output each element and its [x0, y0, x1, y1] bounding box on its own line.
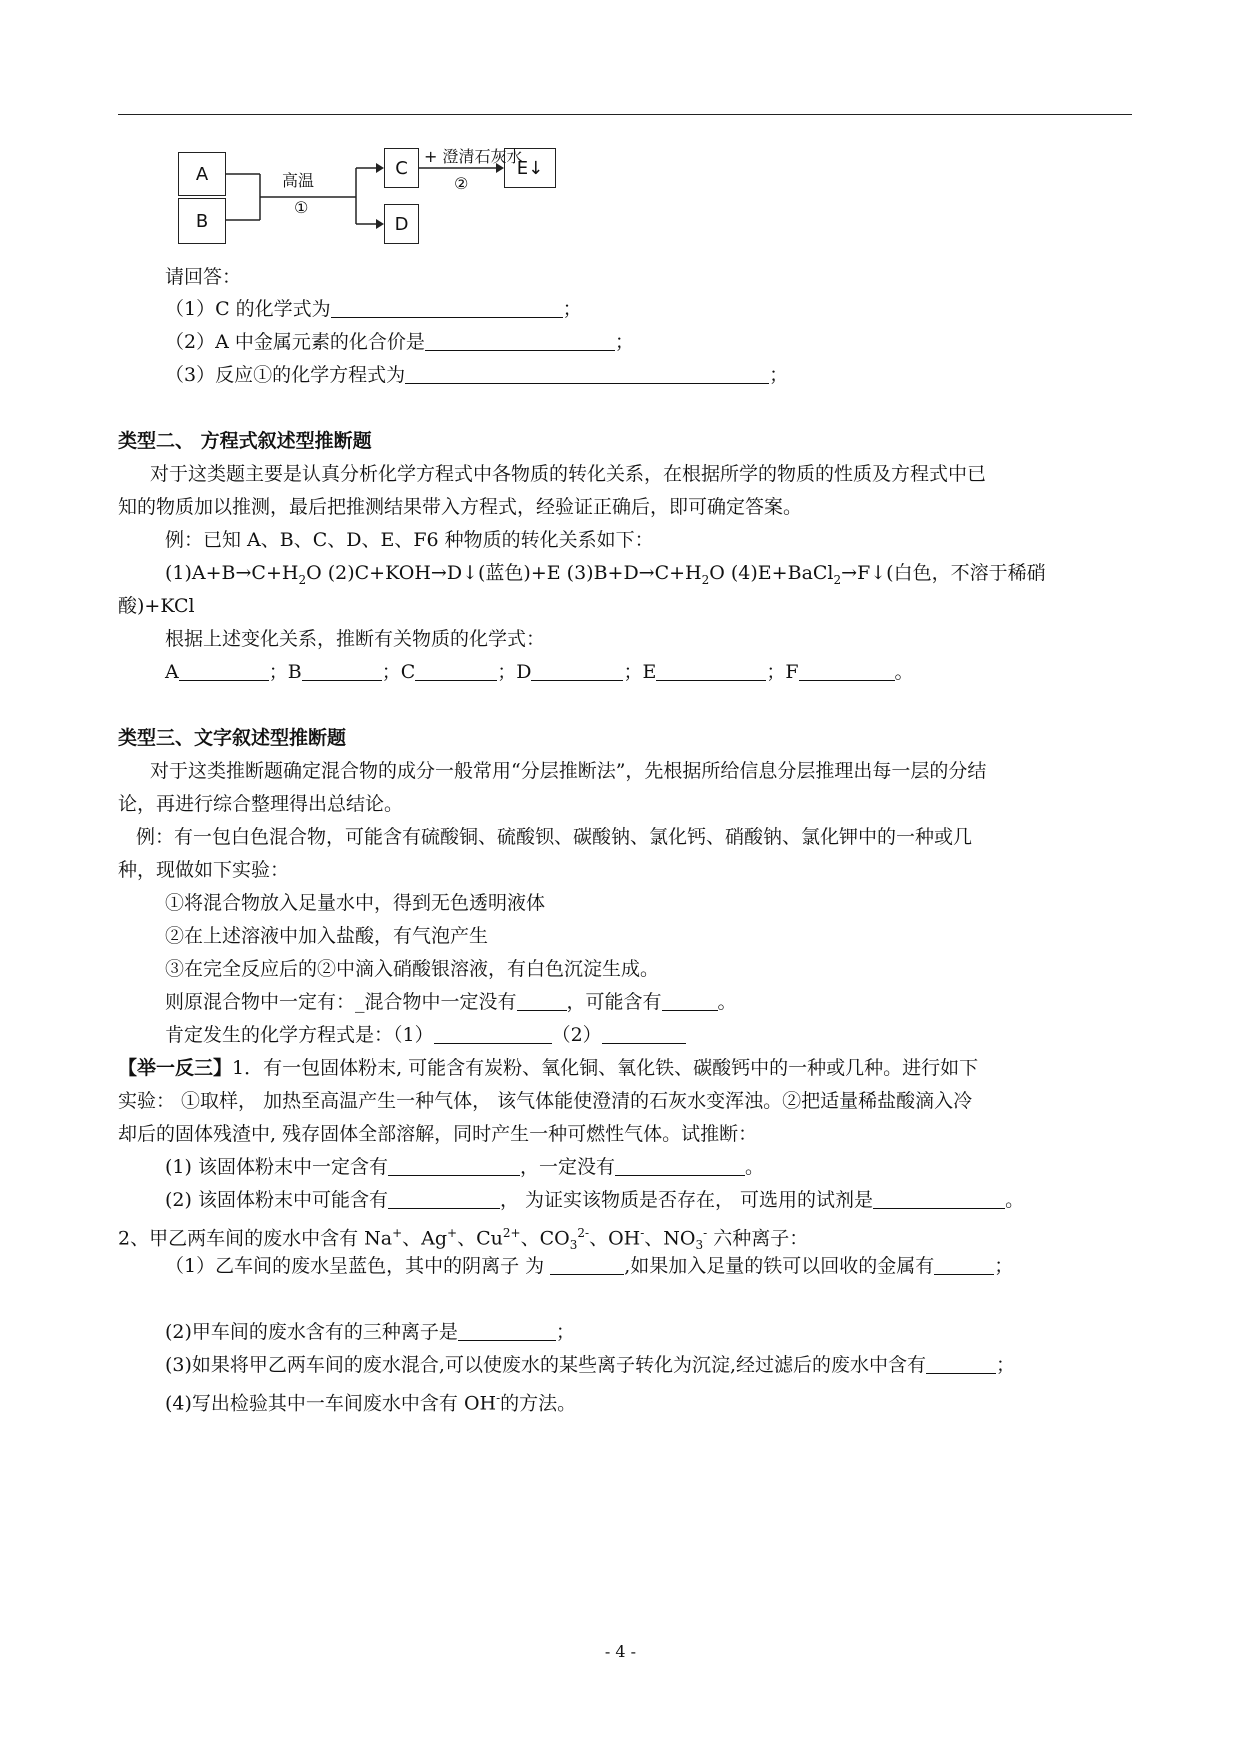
- answer-blank[interactable]: [388, 1189, 500, 1209]
- type2-example: 例：已知 A、B、C、D、E、F6 种物质的转化关系如下：: [165, 529, 654, 551]
- type2-para-2: 知的物质加以推测，最后把推测结果带入方程式，经验证正确后，即可确定答案。: [118, 496, 803, 518]
- answer-blank[interactable]: [425, 331, 615, 351]
- type2-equations-cont: 酸)+KCl: [118, 595, 195, 617]
- condition-limewater: + 澄清石灰水: [424, 147, 523, 166]
- practice-sub-2: (2)甲车间的废水含有的三种离子是 ；: [165, 1321, 575, 1343]
- type3-example-2: 种，现做如下实验：: [118, 859, 290, 881]
- type3-example-1: 例：有一包白色混合物，可能含有硫酸铜、硫酸钡、碳酸钠、氯化钙、硝酸钠、氯化钾中的一种或几: [136, 826, 973, 848]
- type3-para-2: 论，再进行综合整理得出总结论。: [118, 793, 404, 815]
- practice-line-2: 实验： ①取样， 加热至高温产生一种气体， 该气体能使澄清的石灰水变浑浊。②把适量稀盐酸滴入冷: [118, 1090, 973, 1112]
- practice-q1: (1) 该固体粉末中一定含有 ，一定没有 。: [165, 1156, 764, 1178]
- practice-sub-1: （1）乙车间的废水呈蓝色，其中的阴离子 为 ,如果加入足量的铁可以回收的金属有 ；: [165, 1255, 1014, 1277]
- answer-blank[interactable]: [662, 991, 718, 1011]
- q1-item3: （3）反应①的化学方程式为 ；: [165, 364, 789, 386]
- answer-blank[interactable]: [302, 661, 382, 681]
- type2-para-1: 对于这类题主要是认真分析化学方程式中各物质的转化关系，在根据所学的物质的性质及方程式中已: [150, 463, 987, 485]
- type3-step-2: ②在上述溶液中加入盐酸，有气泡产生: [165, 925, 489, 947]
- answer-blank[interactable]: [531, 661, 623, 681]
- reaction-diagram: [170, 138, 630, 253]
- box-c: C: [384, 148, 419, 188]
- answer-blank[interactable]: [799, 661, 895, 681]
- type2-answer-row: A ；B ；C ；D ；E ；F 。: [165, 661, 914, 683]
- type3-para-1: 对于这类推断题确定混合物的成分一般常用“分层推断法”，先根据所给信息分层推理出每一层的分结: [150, 760, 987, 782]
- type3-step-1: ①将混合物放入足量水中，得到无色透明液体: [165, 892, 546, 914]
- page-number: - 4 -: [604, 1642, 637, 1661]
- practice-sub-3: (3)如果将甲乙两车间的废水混合,可以使废水的某些离子转化为沉淀,经过滤后的废水中含有 ；: [165, 1354, 1016, 1376]
- answer-blank[interactable]: [458, 1321, 556, 1341]
- answer-blank[interactable]: [179, 661, 269, 681]
- type3-heading: 类型三、文字叙述型推断题: [118, 727, 347, 749]
- box-d: D: [384, 204, 419, 244]
- box-e: E↓: [504, 148, 556, 188]
- answer-blank[interactable]: [550, 1255, 624, 1275]
- type3-conclusion: 则原混合物中一定有：_混合物中一定没有 ，可能含有 。: [165, 991, 737, 1013]
- answer-blank[interactable]: [934, 1255, 994, 1275]
- q1-item2: （2）A 中金属元素的化合价是 ；: [165, 331, 634, 353]
- answer-blank[interactable]: [602, 1024, 686, 1044]
- step-2-label: ②: [454, 174, 469, 193]
- condition-high-temp: 高温: [282, 171, 315, 190]
- practice-line-3: 却后的固体残渣中, 残存固体全部溶解，同时产生一种可燃性气体。试推断：: [118, 1123, 758, 1145]
- type2-heading: 类型二、 方程式叙述型推断题: [118, 430, 372, 452]
- answer-blank[interactable]: [517, 991, 567, 1011]
- answer-blank[interactable]: [415, 661, 497, 681]
- answer-blank[interactable]: [331, 298, 563, 318]
- step-1-label: ①: [294, 198, 309, 217]
- answer-blank[interactable]: [434, 1024, 552, 1044]
- practice-ions-line: 2、甲乙两车间的废水中含有 Na+、Ag+、$Cu^{2+}$、$CO_3^{2-}$、OH-、$NO_3^-$ 六种离子：: [118, 1226, 809, 1253]
- type2-equations: $(1)A+B\to C+H_2O$ (2)C+KOH→D↓(蓝色)+E $(3)B+D\to C+H_2O$ (4)E+BaCl$_2$→F↓(白色，不溶于稀硝: [165, 562, 1046, 587]
- header-rule: [118, 114, 1132, 115]
- q1-item1: （1）C 的化学式为 ；: [165, 298, 582, 320]
- practice-sub-4: (4)写出检验其中一车间废水中含有 OH-的方法。: [165, 1391, 577, 1415]
- answer-blank[interactable]: [388, 1156, 520, 1176]
- answer-blank[interactable]: [873, 1189, 1005, 1209]
- answer-blank[interactable]: [405, 364, 769, 384]
- answer-blank[interactable]: [926, 1354, 996, 1374]
- box-b: B: [178, 198, 226, 244]
- practice-line-1: 【举一反三】1．有一包固体粉末, 可能含有炭粉、氧化铜、氧化铁、碳酸钙中的一种或几种。进行如下: [118, 1057, 979, 1079]
- q1-prompt: 请回答：: [165, 266, 242, 288]
- type3-step-3: ③在完全反应后的②中滴入硝酸银溶液，有白色沉淀生成。: [165, 958, 660, 980]
- type2-infer: 根据上述变化关系，推断有关物质的化学式：: [165, 628, 546, 650]
- type3-equations: 肯定发生的化学方程式是：（1） （2）: [165, 1023, 686, 1047]
- answer-blank[interactable]: [615, 1156, 745, 1176]
- box-a: A: [178, 152, 226, 196]
- answer-blank[interactable]: [656, 661, 766, 681]
- practice-q2: (2) 该固体粉末中可能含有 ， 为证实该物质是否存在， 可选用的试剂是 。: [165, 1189, 1025, 1211]
